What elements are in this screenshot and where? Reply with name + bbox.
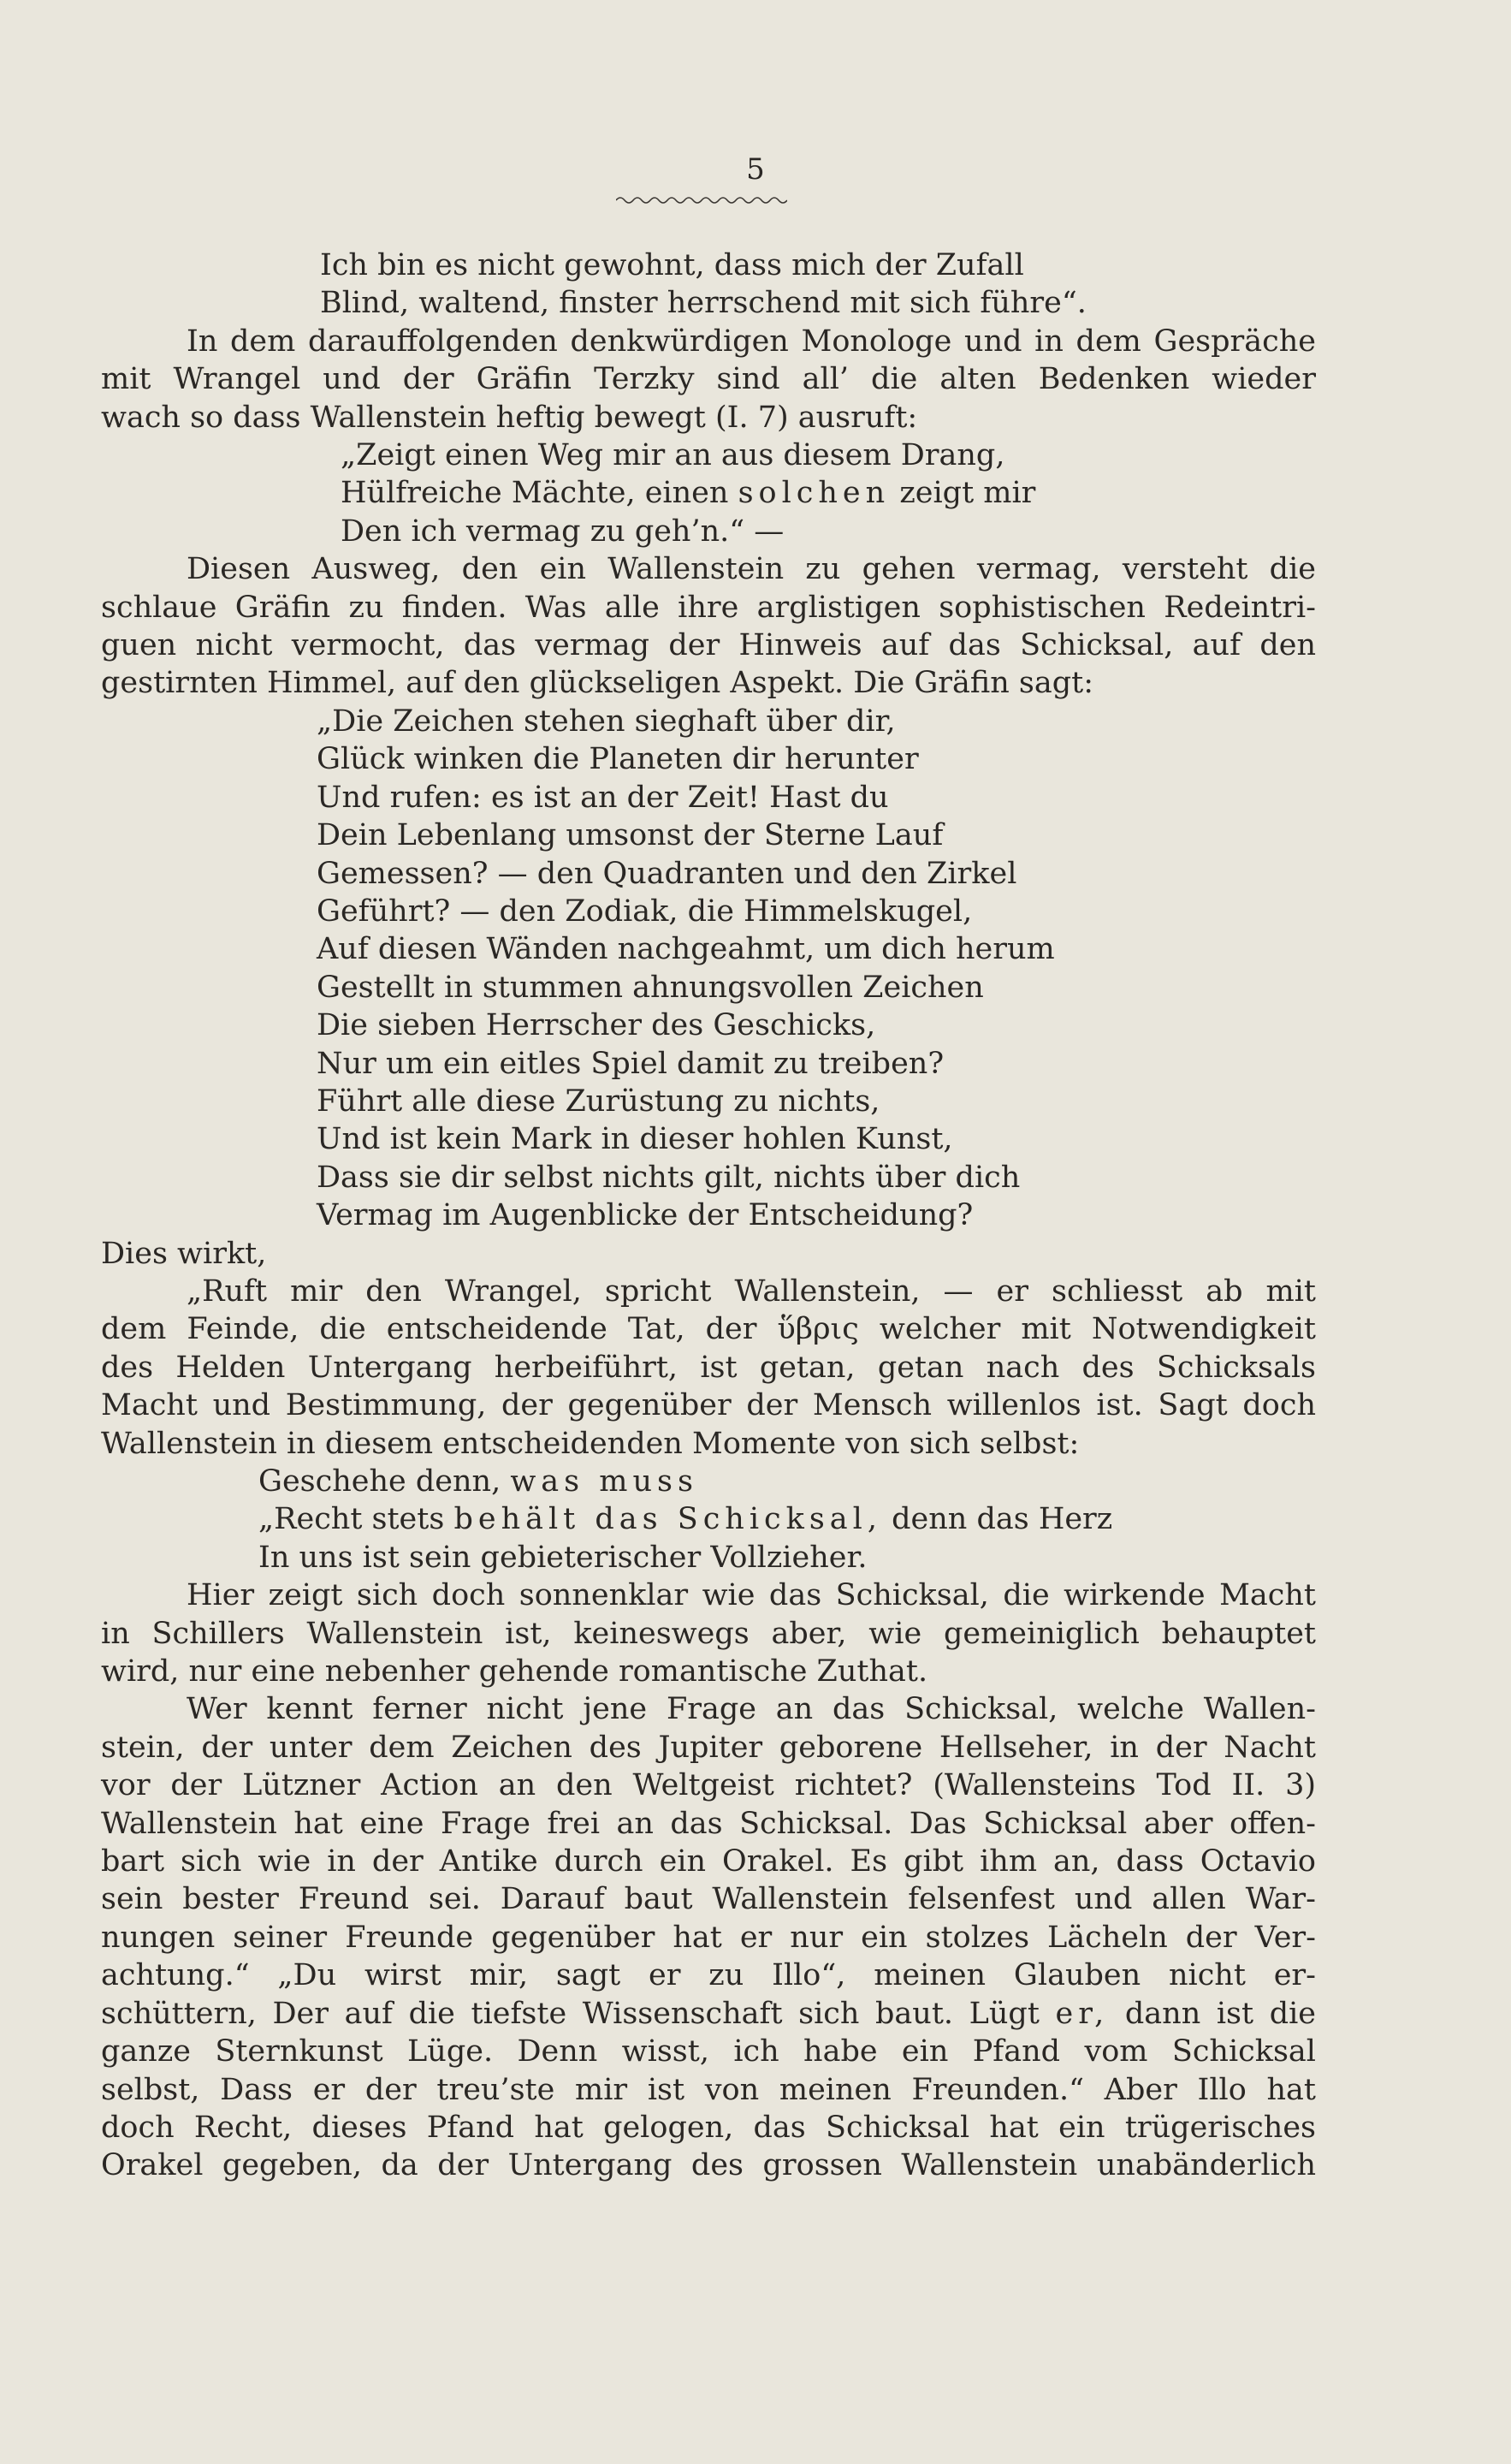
emphasized-word: solchen	[738, 476, 891, 511]
text-line: Wer kennt ferner nicht jene Frage an das Schicksal, welche Wallen-	[187, 1692, 1316, 1727]
text-line: Wallenstein in diesem entscheidenden Momente von sich selbst:	[101, 1426, 1080, 1461]
verse-line	[101, 474, 1316, 512]
text-line	[101, 1995, 1316, 2033]
text-line: In dem darauffolgenden denkwürdigen Monologe und in dem Gespräche	[187, 324, 1316, 359]
text-line: achtung.“ „Du wirst mir, sagt er zu Illo“, meinen Glauben nicht er-	[101, 1958, 1316, 1993]
text-line: Hier zeigt sich doch sonnenklar wie das Schicksal, die wirkende Macht	[187, 1578, 1316, 1613]
body-text	[101, 246, 1316, 2185]
text-line: dem Feinde, die entscheidende Tat, der ὕβρις welcher mit Notwendigkeit	[101, 1312, 1316, 1347]
verse-segment: „Recht stets	[258, 1502, 445, 1537]
verse-line: Die sieben Herrscher des Geschicks,	[317, 1008, 876, 1043]
text-line: stein, der unter dem Zeichen des Jupiter geborene Hellseher, in der Nacht	[101, 1730, 1316, 1765]
verse-line: Den ich vermag zu geh’n.“ —	[341, 514, 785, 549]
verse-line: Dein Lebenlang umsonst der Sterne Lauf	[317, 818, 944, 853]
text-line: guen nicht vermocht, das vermag der Hinweis auf das Schicksal, auf den	[101, 628, 1316, 663]
page-number: 5	[746, 152, 765, 187]
text-line: schlaue Gräfin zu finden. Was alle ihre arglistigen sophistischen Redeintri-	[101, 590, 1316, 625]
text-line: Wallenstein hat eine Frage frei an das Schicksal. Das Schicksal aber offen-	[101, 1806, 1316, 1841]
text-line: bart sich wie in der Antike durch ein Orakel. Es gibt ihm an, dass Octavio	[101, 1844, 1316, 1879]
verse-line: Gestellt in stummen ahnungsvollen Zeichen	[317, 970, 984, 1005]
verse-line: „Die Zeichen stehen sieghaft über dir,	[317, 704, 896, 739]
verse-line: Geführt? — den Zodiak, die Himmelskugel,	[317, 894, 973, 929]
verse-segment: zeigt mir	[899, 476, 1036, 511]
emphasized-word: er,	[1055, 1996, 1110, 2031]
verse-segment: Hülfreiche Mächte, einen	[341, 476, 729, 511]
verse-line: Gemessen? — den Quadranten und den Zirkel	[317, 856, 1017, 891]
verse-line: Und rufen: es ist an der Zeit! Hast du	[317, 780, 889, 815]
verse-line: Vermag im Augenblicke der Entscheidung?	[317, 1198, 974, 1233]
verse-segment: Geschehe denn,	[258, 1464, 501, 1499]
text-line: sein bester Freund sei. Darauf baut Wallenstein felsenfest und allen War-	[101, 1882, 1316, 1917]
verse-line: „Zeigt einen Weg mir an aus diesem Drang,	[341, 438, 1005, 473]
text-line: wird, nur eine nebenher gehende romantische Zuthat.	[101, 1654, 928, 1689]
text-line: Macht und Bestimmung, der gegenüber der Mensch willenlos ist. Sagt doch	[101, 1388, 1316, 1423]
verse-line: Dass sie dir selbst nichts gilt, nichts über dich	[317, 1160, 1021, 1195]
text-line: in Schillers Wallenstein ist, keineswegs aber, wie gemeiniglich behauptet	[101, 1616, 1316, 1651]
text-segment: dann ist die	[1124, 1996, 1316, 2031]
verse-line: Glück winken die Planeten dir herunter	[317, 742, 919, 777]
verse-line: Auf diesen Wänden nachgeahmt, um dich herum	[317, 932, 1055, 967]
text-line: nungen seiner Freunde gegenüber hat er nur ein stolzes Lächeln der Ver-	[101, 1920, 1316, 1955]
verse-line: Ich bin es nicht gewohnt, dass mich der Zufall	[320, 248, 1024, 282]
text-line: Dies wirkt,	[101, 1236, 267, 1271]
verse-line: Führt alle diese Zurüstung zu nichts,	[317, 1084, 880, 1119]
emphasized-phrase: was muss	[510, 1464, 698, 1499]
text-line: Diesen Ausweg, den ein Wallenstein zu gehen vermag, versteht die	[187, 552, 1316, 587]
verse-line	[101, 1500, 1316, 1538]
verse-line: Nur um ein eitles Spiel damit zu treiben?	[317, 1046, 945, 1081]
text-line: doch Recht, dieses Pfand hat gelogen, das Schicksal hat ein trügerisches	[101, 2110, 1316, 2145]
text-line: mit Wrangel und der Gräfin Terzky sind all’ die alten Bedenken wieder	[101, 362, 1316, 397]
text-line: vor der Lützner Action an den Weltgeist richtet? (Wallensteins Tod II. 3)	[101, 1768, 1316, 1803]
text-line: ganze Sternkunst Lüge. Denn wisst, ich habe ein Pfand vom Schicksal	[101, 2034, 1316, 2069]
verse-line: Und ist kein Mark in dieser hohlen Kunst,	[317, 1122, 953, 1157]
text-line: selbst, Dass er der treu’ste mir ist von meinen Freunden.“ Aber Illo hat	[101, 2072, 1316, 2107]
text-line: „Ruft mir den Wrangel, spricht Wallenstein, — er schliesst ab mit	[187, 1274, 1316, 1309]
text-segment: schüttern, Der auf die tiefste Wissenschaft sich baut. Lügt	[101, 1996, 1040, 2031]
wavy-rule-ornament	[616, 193, 787, 207]
text-line: Orakel gegeben, da der Untergang des grossen Wallenstein unabänderlich	[101, 2148, 1316, 2183]
text-line: wach so dass Wallenstein heftig bewegt (I. 7) ausruft:	[101, 400, 918, 435]
text-line: gestirnten Himmel, auf den glückseligen Aspekt. Die Gräfin sagt:	[101, 666, 1094, 701]
verse-line: Blind, waltend, finster herrschend mit sich führe“.	[320, 286, 1087, 321]
verse-segment: denn das Herz	[892, 1502, 1113, 1537]
emphasized-phrase: behält das Schicksal,	[453, 1502, 882, 1537]
verse-line: In uns ist sein gebieterischer Vollzieher.	[258, 1540, 868, 1575]
text-line: des Helden Untergang herbeiführt, ist getan, getan nach des Schicksals	[101, 1350, 1316, 1385]
verse-line	[101, 1463, 1316, 1500]
